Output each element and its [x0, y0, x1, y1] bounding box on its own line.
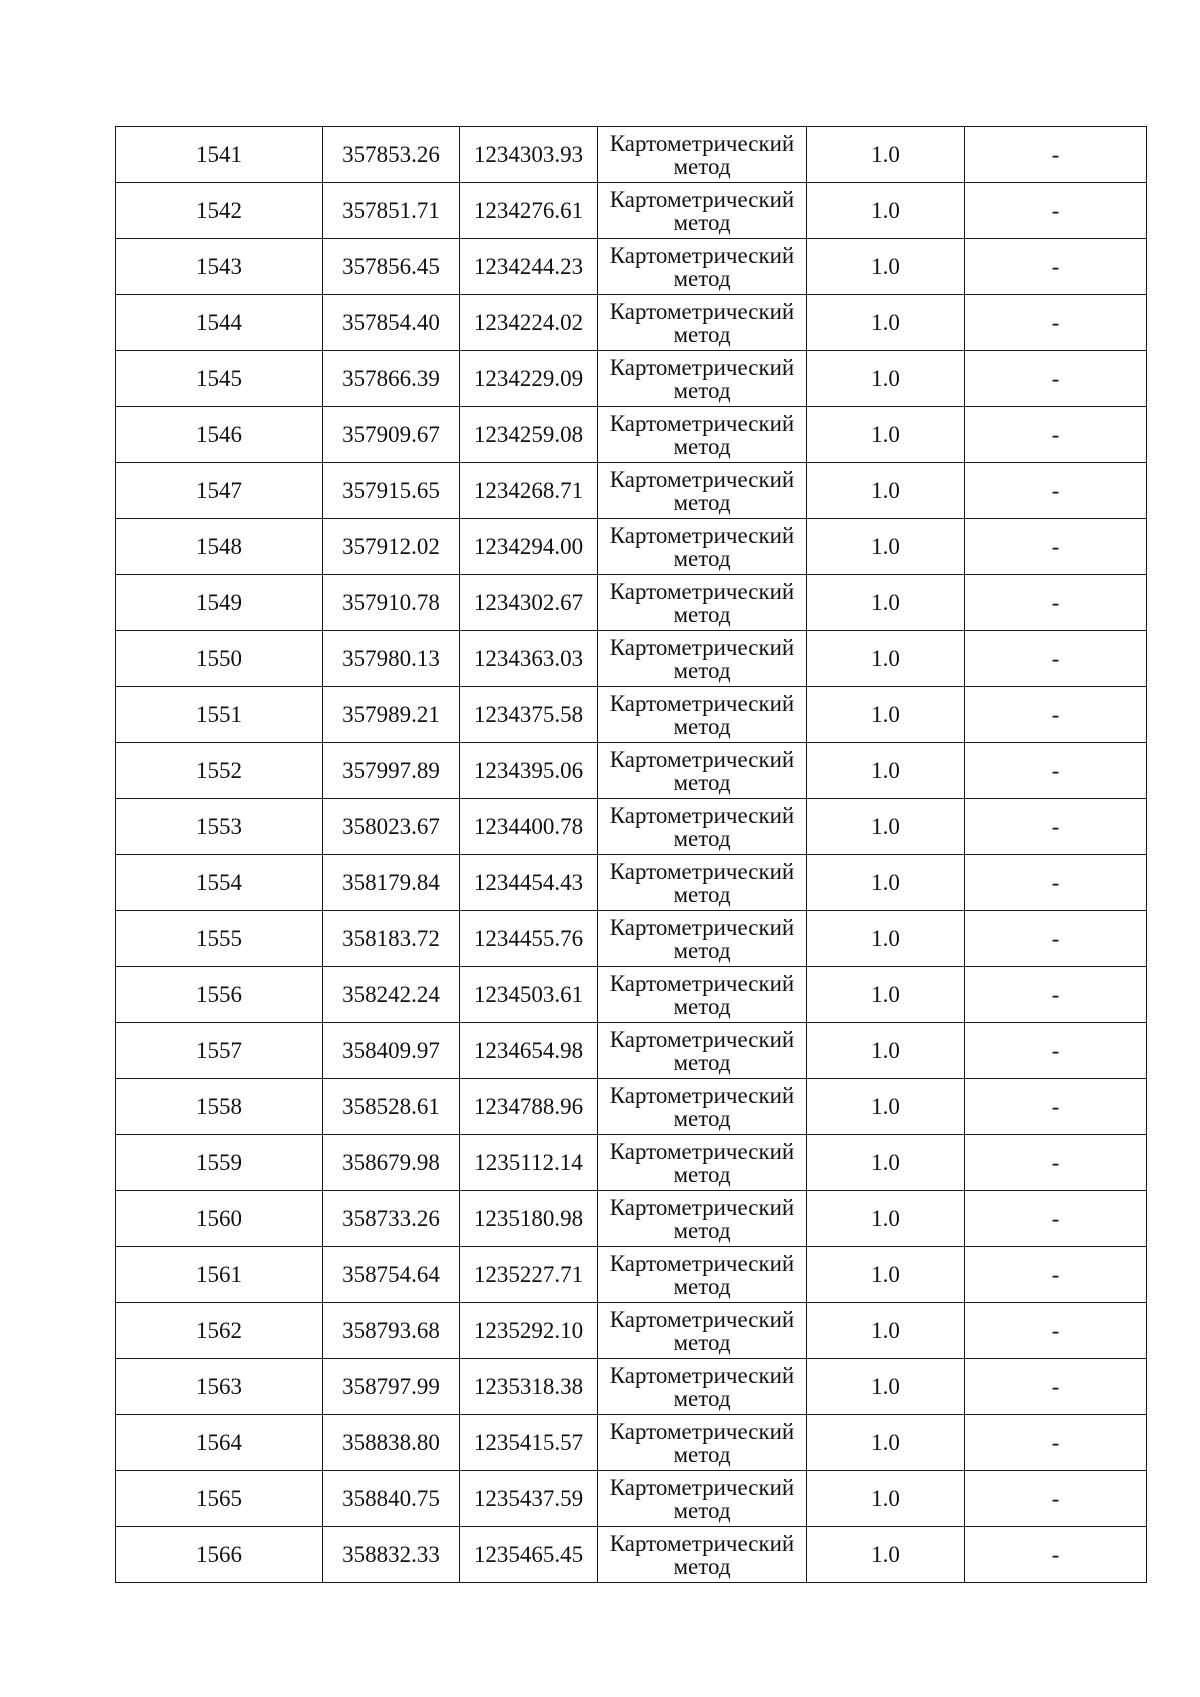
table-row — [116, 1415, 1147, 1471]
method-text-line1: Картометрический — [609, 411, 795, 437]
x-coordinate-cell: 357980.13 — [323, 631, 460, 687]
y-coordinate-cell: 1235437.59 — [460, 1471, 598, 1527]
note-cell: - — [965, 743, 1147, 799]
accuracy-cell: 1.0 — [807, 631, 965, 687]
x-coordinate-cell: 358797.99 — [323, 1359, 460, 1415]
accuracy-cell: 1.0 — [807, 799, 965, 855]
method-text-line1: Картометрический — [609, 1531, 795, 1557]
method-text-line1: Картометрический — [609, 523, 795, 549]
point-number-cell: 1553 — [116, 799, 323, 855]
accuracy-cell: 1.0 — [807, 1359, 965, 1415]
method-text-line2: метод — [673, 937, 731, 963]
point-number-cell: 1547 — [116, 463, 323, 519]
point-number-cell: 1550 — [116, 631, 323, 687]
method-text-line2: метод — [673, 1497, 731, 1523]
accuracy-cell: 1.0 — [807, 575, 965, 631]
method-text-line2: метод — [673, 769, 731, 795]
y-coordinate-cell: 1234454.43 — [460, 855, 598, 911]
method-cell — [598, 1023, 807, 1079]
method-cell — [598, 687, 807, 743]
y-coordinate-cell: 1234302.67 — [460, 575, 598, 631]
accuracy-cell: 1.0 — [807, 407, 965, 463]
table-row — [116, 1247, 1147, 1303]
method-cell — [598, 407, 807, 463]
note-cell: - — [965, 575, 1147, 631]
point-number-cell: 1562 — [116, 1303, 323, 1359]
note-cell: - — [965, 1471, 1147, 1527]
x-coordinate-cell: 358840.75 — [323, 1471, 460, 1527]
method-cell — [598, 1191, 807, 1247]
method-text-line1: Картометрический — [609, 1363, 795, 1389]
table-row — [116, 127, 1147, 183]
accuracy-cell: 1.0 — [807, 351, 965, 407]
x-coordinate-cell: 357866.39 — [323, 351, 460, 407]
method-cell — [598, 183, 807, 239]
table-row — [116, 1135, 1147, 1191]
method-cell — [598, 1527, 807, 1583]
y-coordinate-cell: 1234363.03 — [460, 631, 598, 687]
method-cell — [598, 1303, 807, 1359]
point-number-cell: 1556 — [116, 967, 323, 1023]
accuracy-cell: 1.0 — [807, 1527, 965, 1583]
method-text-line2: метод — [673, 1161, 731, 1187]
method-text-line2: метод — [673, 489, 731, 515]
method-text-line2: метод — [673, 1441, 731, 1467]
y-coordinate-cell: 1234244.23 — [460, 239, 598, 295]
y-coordinate-cell: 1234259.08 — [460, 407, 598, 463]
y-coordinate-cell: 1234654.98 — [460, 1023, 598, 1079]
y-coordinate-cell: 1235415.57 — [460, 1415, 598, 1471]
note-cell: - — [965, 1303, 1147, 1359]
point-number-cell: 1560 — [116, 1191, 323, 1247]
x-coordinate-cell: 357909.67 — [323, 407, 460, 463]
y-coordinate-cell: 1234455.76 — [460, 911, 598, 967]
note-cell: - — [965, 1247, 1147, 1303]
method-text-line2: метод — [673, 1329, 731, 1355]
table-row — [116, 1079, 1147, 1135]
method-cell — [598, 855, 807, 911]
method-text-line1: Картометрический — [609, 691, 795, 717]
x-coordinate-cell: 358528.61 — [323, 1079, 460, 1135]
method-text-line1: Картометрический — [609, 635, 795, 661]
method-cell — [598, 1247, 807, 1303]
method-text-line1: Картометрический — [609, 1083, 795, 1109]
method-cell — [598, 1471, 807, 1527]
method-cell — [598, 239, 807, 295]
accuracy-cell: 1.0 — [807, 1303, 965, 1359]
x-coordinate-cell: 358793.68 — [323, 1303, 460, 1359]
method-text-line2: метод — [673, 1049, 731, 1075]
point-number-cell: 1549 — [116, 575, 323, 631]
method-text-line2: метод — [673, 209, 731, 235]
note-cell: - — [965, 463, 1147, 519]
y-coordinate-cell: 1234294.00 — [460, 519, 598, 575]
accuracy-cell: 1.0 — [807, 1415, 965, 1471]
method-text-line2: метод — [673, 1385, 731, 1411]
x-coordinate-cell: 357853.26 — [323, 127, 460, 183]
method-text-line1: Картометрический — [609, 1419, 795, 1445]
table-row — [116, 1471, 1147, 1527]
note-cell: - — [965, 127, 1147, 183]
method-text-line2: метод — [673, 433, 731, 459]
method-text-line1: Картометрический — [609, 803, 795, 829]
point-number-cell: 1566 — [116, 1527, 323, 1583]
y-coordinate-cell: 1234276.61 — [460, 183, 598, 239]
note-cell: - — [965, 1135, 1147, 1191]
y-coordinate-cell: 1234229.09 — [460, 351, 598, 407]
method-cell — [598, 967, 807, 1023]
method-text-line1: Картометрический — [609, 915, 795, 941]
point-number-cell: 1558 — [116, 1079, 323, 1135]
point-number-cell: 1552 — [116, 743, 323, 799]
method-text-line2: метод — [673, 321, 731, 347]
note-cell: - — [965, 911, 1147, 967]
point-number-cell: 1542 — [116, 183, 323, 239]
x-coordinate-cell: 357851.71 — [323, 183, 460, 239]
x-coordinate-cell: 357910.78 — [323, 575, 460, 631]
method-text-line1: Картометрический — [609, 1027, 795, 1053]
point-number-cell: 1557 — [116, 1023, 323, 1079]
method-cell — [598, 1079, 807, 1135]
table-row — [116, 519, 1147, 575]
table-row — [116, 351, 1147, 407]
method-text-line1: Картометрический — [609, 1195, 795, 1221]
table-row — [116, 1303, 1147, 1359]
y-coordinate-cell: 1234268.71 — [460, 463, 598, 519]
method-text-line2: метод — [673, 881, 731, 907]
x-coordinate-cell: 357854.40 — [323, 295, 460, 351]
table-row — [116, 631, 1147, 687]
x-coordinate-cell: 358838.80 — [323, 1415, 460, 1471]
method-text-line2: метод — [673, 1105, 731, 1131]
table-row — [116, 687, 1147, 743]
method-text-line2: метод — [673, 1217, 731, 1243]
method-text-line1: Картометрический — [609, 467, 795, 493]
method-text-line1: Картометрический — [609, 1307, 795, 1333]
accuracy-cell: 1.0 — [807, 1471, 965, 1527]
accuracy-cell: 1.0 — [807, 855, 965, 911]
x-coordinate-cell: 358409.97 — [323, 1023, 460, 1079]
method-text-line1: Картометрический — [609, 299, 795, 325]
y-coordinate-cell: 1235318.38 — [460, 1359, 598, 1415]
y-coordinate-cell: 1234788.96 — [460, 1079, 598, 1135]
method-cell — [598, 1415, 807, 1471]
method-text-line1: Картометрический — [609, 971, 795, 997]
method-cell — [598, 799, 807, 855]
note-cell: - — [965, 519, 1147, 575]
y-coordinate-cell: 1235292.10 — [460, 1303, 598, 1359]
method-text-line1: Картометрический — [609, 1475, 795, 1501]
note-cell: - — [965, 183, 1147, 239]
y-coordinate-cell: 1235112.14 — [460, 1135, 598, 1191]
method-text-line1: Картометрический — [609, 355, 795, 381]
method-cell — [598, 911, 807, 967]
method-text-line1: Картометрический — [609, 859, 795, 885]
accuracy-cell: 1.0 — [807, 1079, 965, 1135]
note-cell: - — [965, 1191, 1147, 1247]
method-text-line1: Картометрический — [609, 1139, 795, 1165]
table-row — [116, 911, 1147, 967]
point-number-cell: 1548 — [116, 519, 323, 575]
coordinates-table — [115, 126, 1147, 1583]
method-text-line2: метод — [673, 153, 731, 179]
note-cell: - — [965, 687, 1147, 743]
table-row — [116, 1191, 1147, 1247]
point-number-cell: 1551 — [116, 687, 323, 743]
method-text-line2: метод — [673, 713, 731, 739]
point-number-cell: 1541 — [116, 127, 323, 183]
y-coordinate-cell: 1235227.71 — [460, 1247, 598, 1303]
x-coordinate-cell: 357915.65 — [323, 463, 460, 519]
method-text-line2: метод — [673, 377, 731, 403]
accuracy-cell: 1.0 — [807, 687, 965, 743]
method-cell — [598, 127, 807, 183]
method-cell — [598, 631, 807, 687]
note-cell: - — [965, 1023, 1147, 1079]
method-text-line1: Картометрический — [609, 1251, 795, 1277]
table-row — [116, 295, 1147, 351]
table-row — [116, 1527, 1147, 1583]
y-coordinate-cell: 1234395.06 — [460, 743, 598, 799]
method-cell — [598, 463, 807, 519]
accuracy-cell: 1.0 — [807, 127, 965, 183]
method-text-line2: метод — [673, 601, 731, 627]
point-number-cell: 1559 — [116, 1135, 323, 1191]
table-row — [116, 967, 1147, 1023]
accuracy-cell: 1.0 — [807, 295, 965, 351]
method-text-line1: Картометрический — [609, 747, 795, 773]
table-row — [116, 239, 1147, 295]
method-text-line2: метод — [673, 993, 731, 1019]
note-cell: - — [965, 1527, 1147, 1583]
accuracy-cell: 1.0 — [807, 1191, 965, 1247]
method-cell — [598, 575, 807, 631]
note-cell: - — [965, 239, 1147, 295]
x-coordinate-cell: 357997.89 — [323, 743, 460, 799]
point-number-cell: 1554 — [116, 855, 323, 911]
accuracy-cell: 1.0 — [807, 463, 965, 519]
y-coordinate-cell: 1235465.45 — [460, 1527, 598, 1583]
point-number-cell: 1555 — [116, 911, 323, 967]
y-coordinate-cell: 1235180.98 — [460, 1191, 598, 1247]
note-cell: - — [965, 855, 1147, 911]
point-number-cell: 1564 — [116, 1415, 323, 1471]
accuracy-cell: 1.0 — [807, 183, 965, 239]
accuracy-cell: 1.0 — [807, 1023, 965, 1079]
table-row — [116, 463, 1147, 519]
accuracy-cell: 1.0 — [807, 967, 965, 1023]
table-row — [116, 183, 1147, 239]
accuracy-cell: 1.0 — [807, 1247, 965, 1303]
point-number-cell: 1545 — [116, 351, 323, 407]
table-row — [116, 855, 1147, 911]
point-number-cell: 1561 — [116, 1247, 323, 1303]
y-coordinate-cell: 1234224.02 — [460, 295, 598, 351]
x-coordinate-cell: 358832.33 — [323, 1527, 460, 1583]
point-number-cell: 1563 — [116, 1359, 323, 1415]
method-text-line1: Картометрический — [609, 131, 795, 157]
x-coordinate-cell: 358242.24 — [323, 967, 460, 1023]
method-text-line2: метод — [673, 825, 731, 851]
point-number-cell: 1544 — [116, 295, 323, 351]
y-coordinate-cell: 1234503.61 — [460, 967, 598, 1023]
y-coordinate-cell: 1234303.93 — [460, 127, 598, 183]
accuracy-cell: 1.0 — [807, 911, 965, 967]
method-text-line2: метод — [673, 1273, 731, 1299]
point-number-cell: 1565 — [116, 1471, 323, 1527]
y-coordinate-cell: 1234375.58 — [460, 687, 598, 743]
note-cell: - — [965, 631, 1147, 687]
accuracy-cell: 1.0 — [807, 743, 965, 799]
x-coordinate-cell: 358183.72 — [323, 911, 460, 967]
method-text-line2: метод — [673, 265, 731, 291]
method-cell — [598, 519, 807, 575]
accuracy-cell: 1.0 — [807, 1135, 965, 1191]
method-cell — [598, 1359, 807, 1415]
method-text-line1: Картометрический — [609, 579, 795, 605]
point-number-cell: 1546 — [116, 407, 323, 463]
method-cell — [598, 295, 807, 351]
method-cell — [598, 351, 807, 407]
point-number-cell: 1543 — [116, 239, 323, 295]
method-text-line2: метод — [673, 545, 731, 571]
x-coordinate-cell: 358179.84 — [323, 855, 460, 911]
table-row — [116, 575, 1147, 631]
x-coordinate-cell: 358023.67 — [323, 799, 460, 855]
note-cell: - — [965, 295, 1147, 351]
method-text-line1: Картометрический — [609, 187, 795, 213]
x-coordinate-cell: 358733.26 — [323, 1191, 460, 1247]
x-coordinate-cell: 357856.45 — [323, 239, 460, 295]
method-text-line2: метод — [673, 1553, 731, 1579]
x-coordinate-cell: 358754.64 — [323, 1247, 460, 1303]
table-row — [116, 799, 1147, 855]
y-coordinate-cell: 1234400.78 — [460, 799, 598, 855]
method-text-line1: Картометрический — [609, 243, 795, 269]
x-coordinate-cell: 357912.02 — [323, 519, 460, 575]
table-row — [116, 407, 1147, 463]
x-coordinate-cell: 358679.98 — [323, 1135, 460, 1191]
note-cell: - — [965, 1415, 1147, 1471]
method-text-line2: метод — [673, 657, 731, 683]
method-cell — [598, 1135, 807, 1191]
accuracy-cell: 1.0 — [807, 239, 965, 295]
table-row — [116, 743, 1147, 799]
note-cell: - — [965, 799, 1147, 855]
method-cell — [598, 743, 807, 799]
table-row — [116, 1359, 1147, 1415]
coordinates-table-body — [116, 127, 1147, 1583]
note-cell: - — [965, 407, 1147, 463]
table-row — [116, 1023, 1147, 1079]
note-cell: - — [965, 1079, 1147, 1135]
accuracy-cell: 1.0 — [807, 519, 965, 575]
note-cell: - — [965, 351, 1147, 407]
note-cell: - — [965, 967, 1147, 1023]
x-coordinate-cell: 357989.21 — [323, 687, 460, 743]
note-cell: - — [965, 1359, 1147, 1415]
